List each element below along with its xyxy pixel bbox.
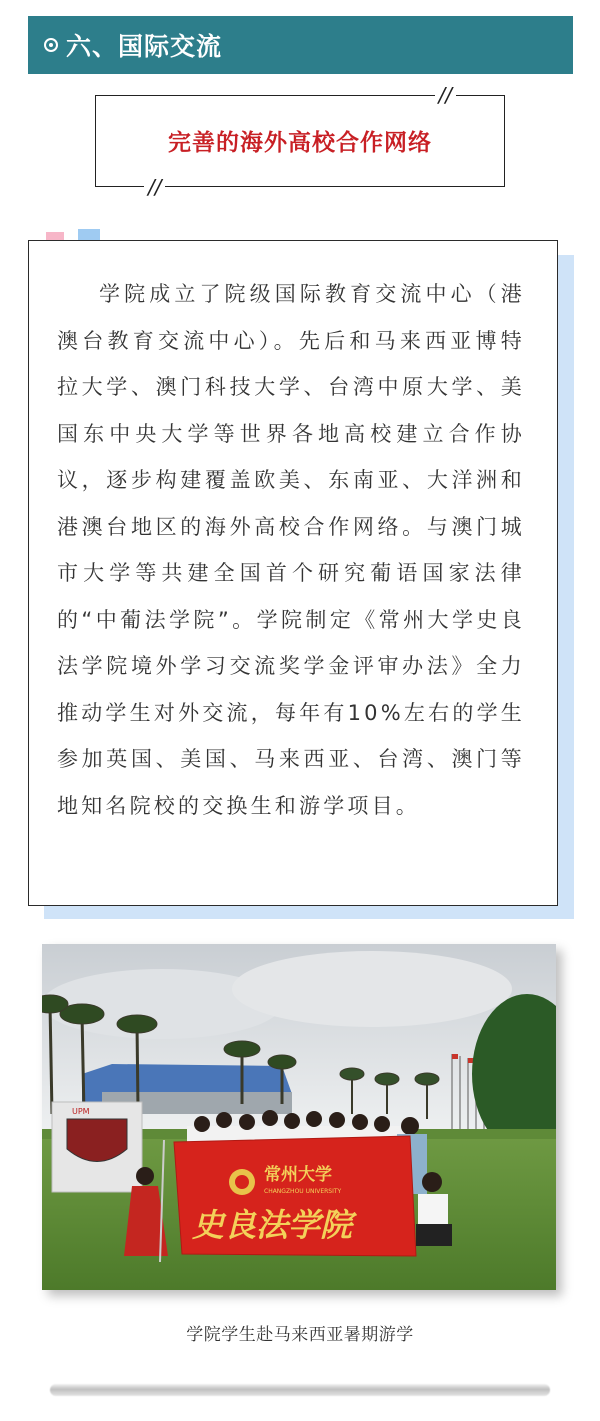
photo-caption: 学院学生赴马来西亚暑期游学 — [186, 1325, 414, 1345]
group-photo — [42, 944, 556, 1290]
text-card — [28, 240, 558, 906]
section-title: 六、国际交流 — [66, 32, 223, 61]
banner-university-name: 常州大学 — [264, 1165, 332, 1185]
banner-university-en: CHANGZHOU UNIVERSITY — [264, 1188, 342, 1195]
slash-mark-top: // — [435, 85, 456, 105]
slash-mark-bottom: // — [144, 177, 165, 197]
section-header — [28, 16, 573, 74]
banner-school-name: 史良法学院 — [192, 1206, 353, 1244]
subtitle-text: 完善的海外高校合作网络 — [168, 130, 432, 156]
subtitle-box — [95, 83, 505, 199]
upm-sign-text: UPM — [72, 1107, 90, 1116]
body-paragraph: 学院成立了院级国际教育交流中心（港澳台教育交流中心）。先后和马来西亚博特拉大学、澳门科技大学、台湾中原大学、美国东中央大学等世界各地高校建立合作协议，逐步构建覆盖欧美、东南亚、大洋洲和港澳台地区的海外高校合作网络。与澳门城市大学等共建全国首个研究葡语国家法律的“中葡法学院”。学院制定《常州大学史良法学院境外学习交流奖学金评审办法》全力推动学生对外交流，每年有10%左右的学生参加英国、美国、马来西亚、台湾、澳门等地知名院校的交换生和游学项目。 — [57, 282, 525, 818]
red-banner — [160, 1136, 416, 1262]
gear-icon — [44, 38, 58, 52]
brush-divider — [50, 1384, 550, 1396]
